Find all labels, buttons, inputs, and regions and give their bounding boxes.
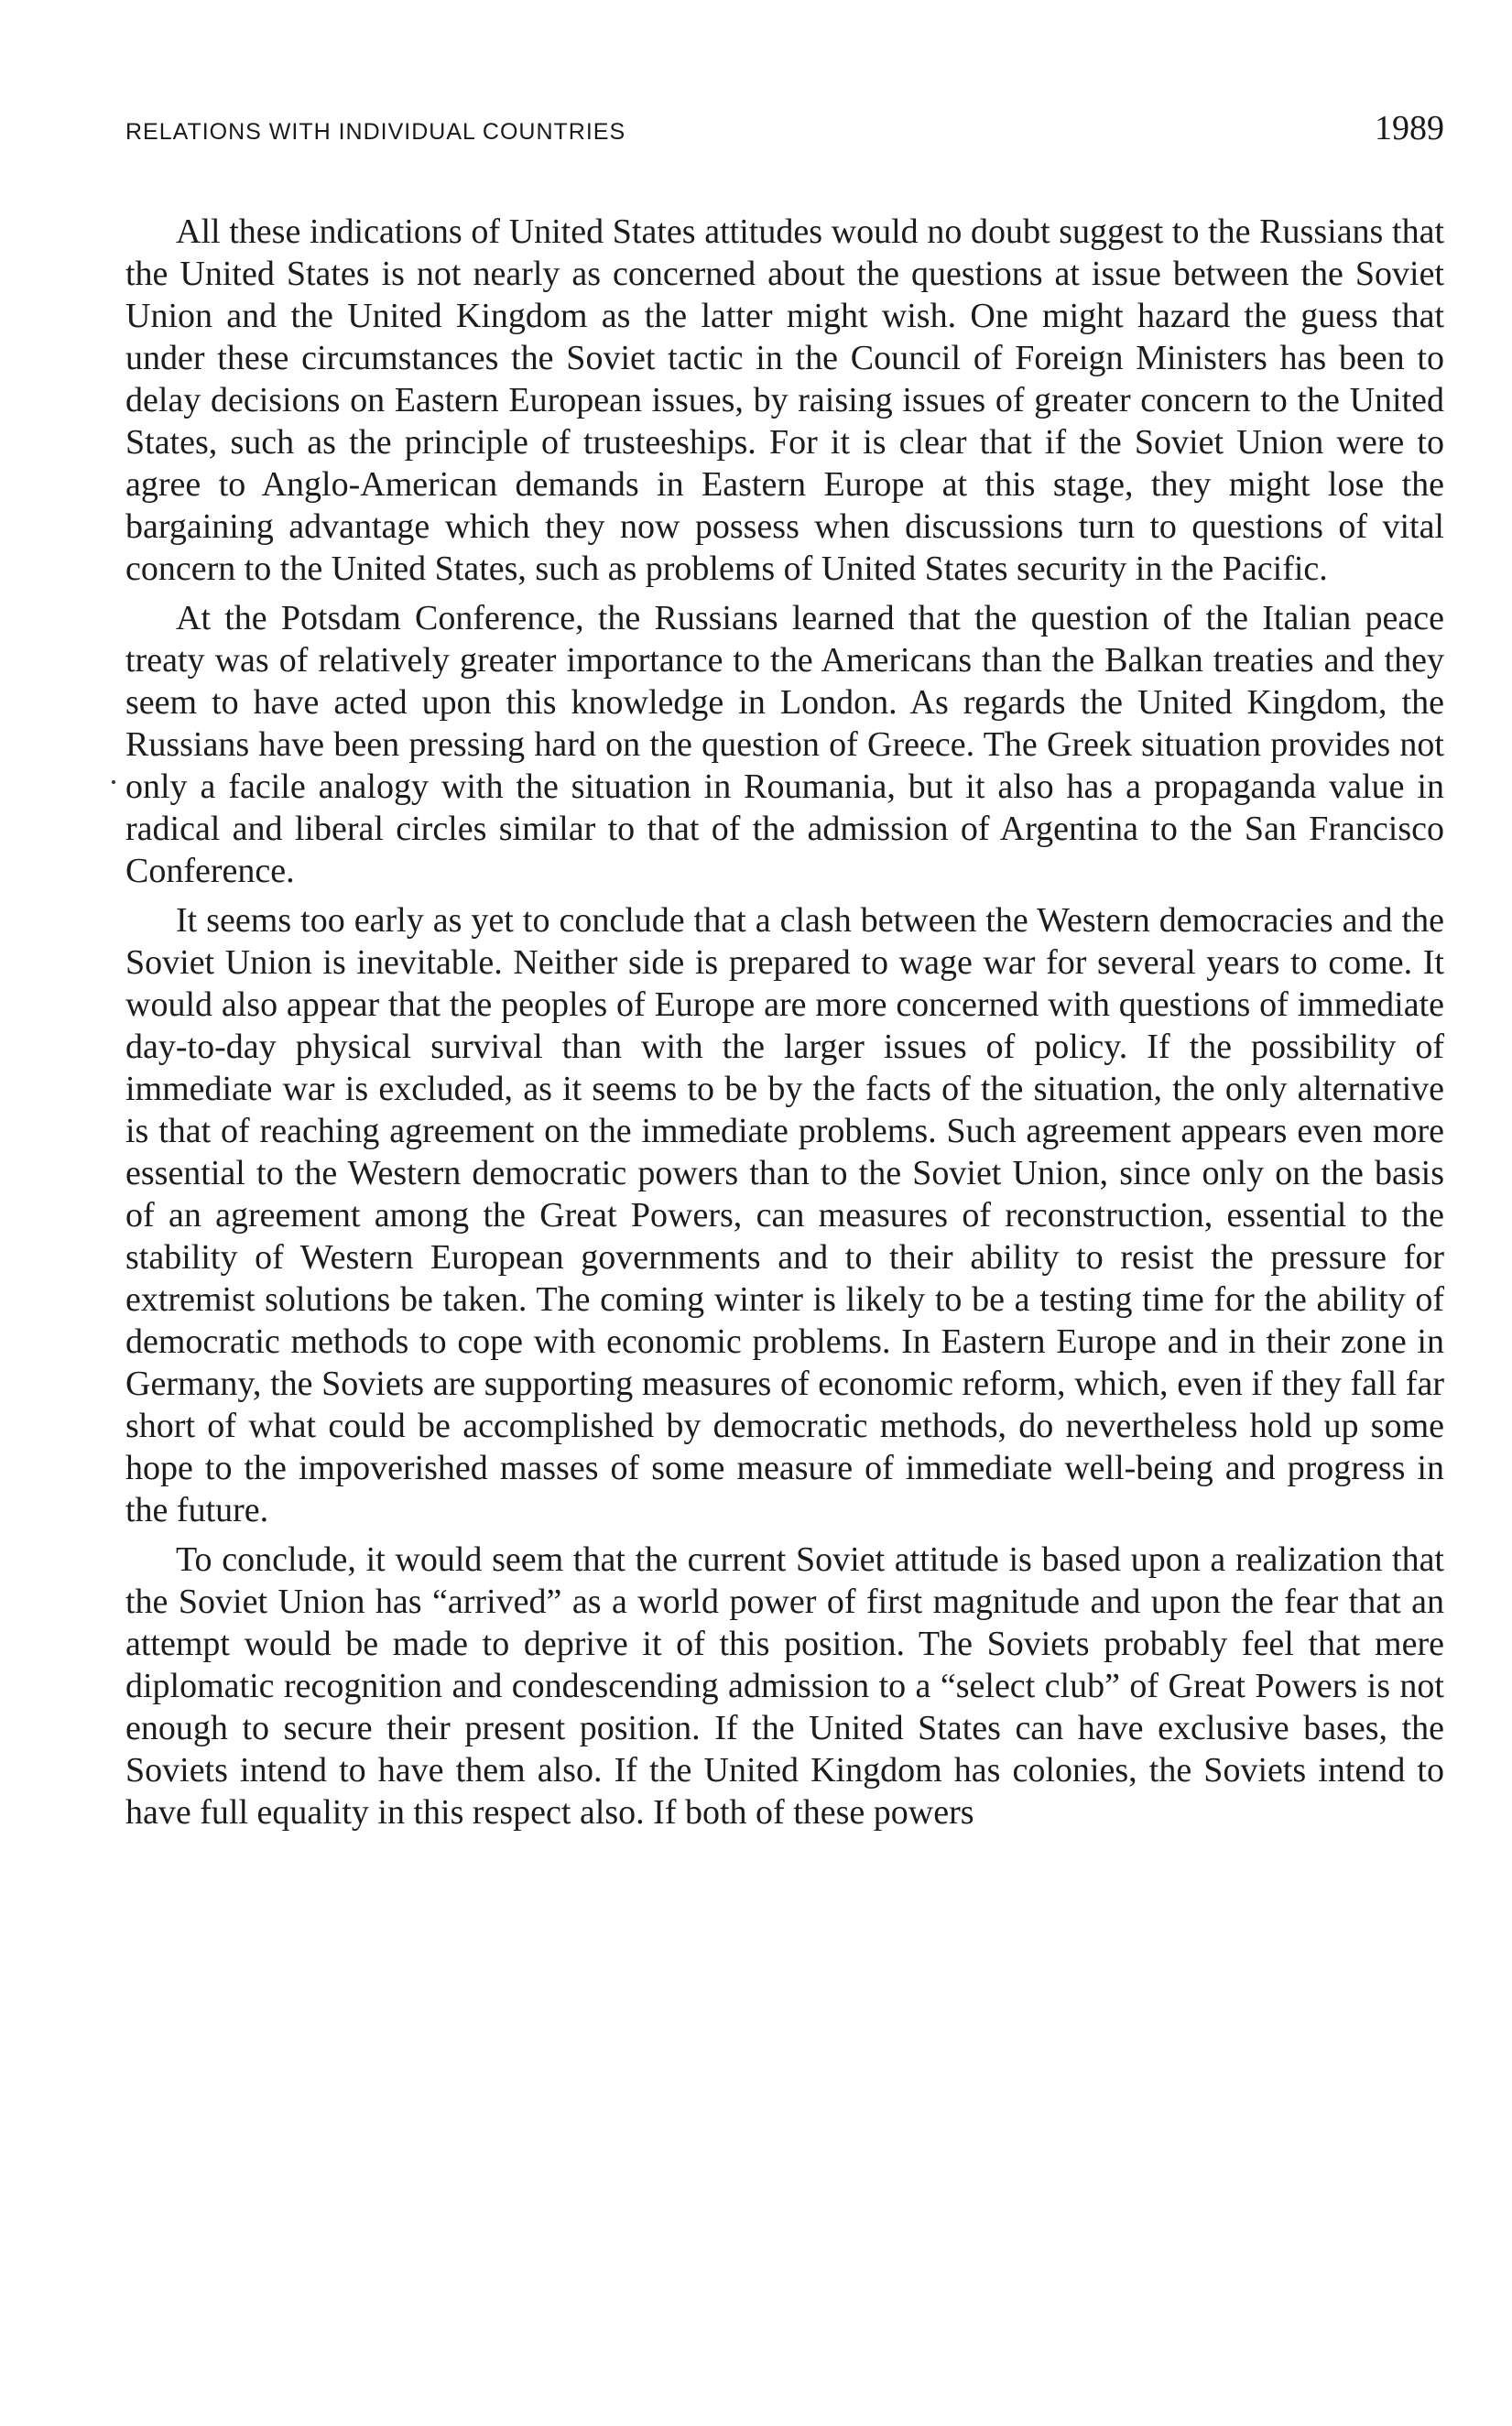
paragraph-4: To conclude, it would seem that the current Soviet attitude is based upon a realization that the Soviet Union has “arrived” as a world power of first magnitude and upon the fear that an attempt would be made to deprive it of this position. The Soviets probably feel that mere diplomatic recognition and condescending admission to a “select club” of Great Powers is not enough to secure their present position. If the United States can have exclusive bases, the Soviets intend to have them also. If the United Kingdom has colonies, the Soviets intend to have full equality in this respect also. If both of these powers [125,1540,1444,1832]
paragraph-3: It seems too early as yet to conclude that a clash between the Western democracies and the Soviet Union is inevitable. Neither side is prepared to wage war for several years to come. It would also appear that the peoples of Europe are more concerned with questions of immediate day-to-day physical survival than with the larger issues of policy. If the possibility of immediate war is excluded, as it seems to be by the facts of the situation, the only alternative is that of reaching agreement on the immediate problems. Such agreement appears even more essential to the Western democratic powers than to the Soviet Union, since only on the basis of an agreement among the Great Powers, can measures of reconstruction, essential to the stability of Western European governments and to their ability to resist the pressure for extremist solutions be taken. The coming winter is likely to be a testing time for the ability of democratic methods to cope with economic problems. In Eastern Europe and in their zone in Germany, the Soviets are supporting measures of economic reform, which, even if they fall far short of what could be accomplished by democratic methods, do nevertheless hold up some hope to the impoverished masses of some measure of immediate well-being and progress in the future. [125,901,1444,1529]
paragraph-2: At the Potsdam Conference, the Russians learned that the question of the Italian peace treaty was of relatively greater importance to the Americans than the Balkan treaties and they seem to have acted upon this knowledge in London. As regards the United Kingdom, the Russians have been pressing hard on the question of Greece. The Greek situation provides not only a facile analogy with the situation in Roumania, but it also has a propaganda value in radical and liberal circles similar to that of the admission of Argentina to the San Francisco Conference. [125,599,1444,890]
running-head [125,108,1444,163]
running-title: RELATIONS WITH INDIVIDUAL COUNTRIES [125,119,626,145]
margin-dot [112,780,115,784]
paragraph-1: All these indications of United States attitudes would no doubt suggest to the Russians that the United States is not nearly as concerned about the questions at issue between the Soviet Union and the United Kingdom as the latter might wish. One might hazard the guess that under these circumstances the Soviet tactic in the Council of Foreign Ministers has been to delay decisions on Eastern European issues, by raising issues of greater concern to the United States, such as the principle of trusteeships. For it is clear that if the Soviet Union were to agree to Anglo-American demands in Eastern Europe at this stage, they might lose the bargaining advantage which they now possess when discussions turn to questions of vital concern to the United States, such as problems of United States security in the Pacific. [125,212,1444,588]
page-number: 1989 [1375,109,1444,147]
body-text [125,211,1444,1833]
document-page [125,108,1444,1841]
